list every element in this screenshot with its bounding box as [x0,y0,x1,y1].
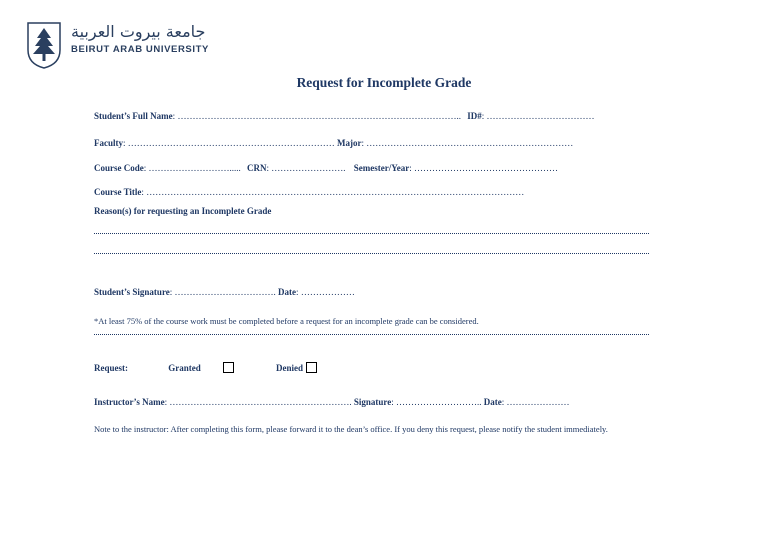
denied-checkbox[interactable] [306,362,317,373]
course-code-label: Course Code [94,163,144,173]
student-date-label: Date [278,287,297,297]
instructor-note: Note to the instructor: After completing this form, please forward it to the dean’s office. If you deny this request, please notify the student immediately. [94,424,608,434]
university-name-arabic: جامعة بيروت العربية [71,22,206,41]
reasons-row [94,206,271,216]
faculty-row: Faculty: …………………………………………………………… Major: …………………………………………………………… [94,138,574,148]
instructor-signature-field[interactable]: ……………………….. [395,397,482,407]
request-row [94,362,317,373]
instructor-row: Instructor’s Name: ……………………………………………………. Signature: ……………………….. Date: ………………… [94,397,570,407]
faculty-label: Faculty [94,138,123,148]
student-date-field[interactable]: ……………… [300,287,355,297]
faculty-field[interactable]: …………………………………………………………… [127,138,335,148]
major-field[interactable]: …………………………………………………………… [366,138,574,148]
reasons-label: Reason(s) for requesting an Incomplete Grade [94,206,272,216]
granted-label: Granted [168,363,201,373]
reasons-line-1[interactable] [94,233,649,234]
semester-year-field[interactable]: ………………………………………… [414,163,559,173]
id-field[interactable]: ……………………………… [486,111,595,121]
student-name-label: Student’s Full Name [94,111,173,121]
course-title-label: Course Title [94,187,142,197]
reasons-line-2[interactable] [94,253,649,254]
student-signature-label: Student’s Signature [94,287,170,297]
course-title-field[interactable]: ……………………………………………………………………………………………………………… [146,187,525,197]
student-name-field[interactable]: ………………………………………………………………………………….. [177,111,461,121]
student-name-row: Student’s Full Name: ………………………………………………………………………………….. ID#: ……………………………… [94,111,595,121]
course-title-row: Course Title: ……………………………………………………………………………………………………………… [94,187,525,197]
semester-year-label: Semester/Year [353,163,410,173]
instructor-date-field[interactable]: ………………… [506,397,570,407]
instructor-date-label: Date [483,397,502,407]
student-signature-field[interactable]: ……………………………. [174,287,276,297]
crn-field[interactable]: ……………………. [271,163,346,173]
request-label: Request: [94,363,128,373]
instructor-name-field[interactable]: ……………………………………………………. [169,397,352,407]
student-signature-row: Student’s Signature: ……………………………. Date: ……………… [94,287,355,297]
instructor-signature-label: Signature [353,397,392,407]
section-divider [94,334,649,335]
university-logo [25,20,225,72]
crn-label: CRN [247,163,267,173]
course-code-row: Course Code: ………………………..... CRN: ……………………. Semester/Year: ………………………………………… [94,163,559,173]
footnote: *At least 75% of the course work must be completed before a request for an incomplete grade can be considered. [94,316,479,326]
denied-label: Denied [276,363,303,373]
id-label: ID# [467,111,482,121]
major-label: Major [337,138,362,148]
course-code-field[interactable]: ………………………..... [148,163,241,173]
granted-checkbox[interactable] [223,362,234,373]
form-title: Request for Incomplete Grade [296,75,472,90]
cedar-shield-icon [25,20,63,70]
university-name-english: BEIRUT ARAB UNIVERSITY [71,44,209,55]
instructor-name-label: Instructor’s Name [94,397,165,407]
